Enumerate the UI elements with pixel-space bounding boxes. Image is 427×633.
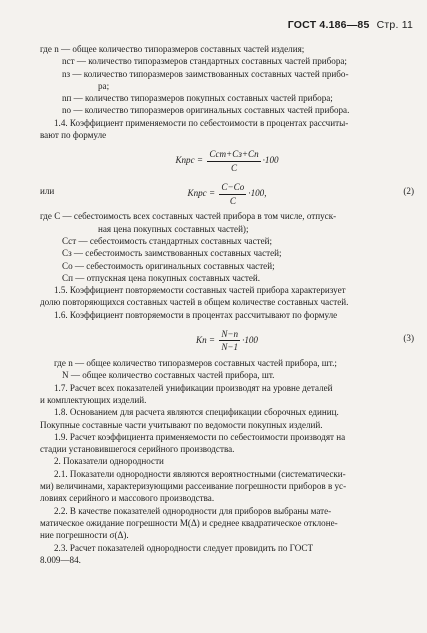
formula-lhs: Kпрс = bbox=[175, 155, 204, 166]
text-line: 1.6. Коэффициент повторяемости в процентах рассчитывают по формуле bbox=[54, 309, 338, 320]
text-line: ра; bbox=[98, 80, 110, 91]
text-line: 1.9. Расчет коэффициента применяемости по себестоимости производят на bbox=[54, 431, 346, 442]
text-line: nз — количество типоразмеров заимствованных составных частей прибо- bbox=[62, 68, 349, 79]
text-line: 1.5. Коэффициент повторяемости составных частей прибора характеризует bbox=[54, 285, 346, 296]
equation-number: (2) bbox=[403, 186, 414, 197]
text-line: 8.009—84. bbox=[40, 554, 81, 565]
text-line: Сп — отпускная цена покупных составных частей. bbox=[62, 272, 261, 283]
text-line: где n — общее количество типоразмеров составных частей прибора, шт.; bbox=[54, 358, 337, 369]
text-line: или bbox=[40, 186, 55, 197]
section-heading: 2. Показатели однородности bbox=[54, 456, 164, 467]
text-line: 1.8. Основанием для расчета являются спецификации сборочных единиц. bbox=[54, 407, 339, 418]
text-line: ми) величинами, характеризующими рассеивание погрешности приборов в ус- bbox=[40, 481, 347, 492]
text-line: где n — общее количество типоразмеров составных частей изделия; bbox=[40, 44, 305, 54]
equation-number: (3) bbox=[403, 333, 414, 344]
formula-3 bbox=[40, 324, 414, 354]
text-line: ная цена покупных составных частей); bbox=[98, 223, 249, 234]
text-line: Сст — себестоимость стандартных составных частей; bbox=[62, 235, 273, 246]
text-line: ловиях серийного и массового производства. bbox=[40, 493, 215, 504]
text-line: 2.3. Расчет показателей однородности следует провидить по ГОСТ bbox=[54, 542, 313, 553]
text-line: где С — себестоимость всех составных частей прибора в том числе, отпуск- bbox=[40, 211, 337, 222]
formula-tail: ·100 bbox=[242, 334, 258, 345]
numerator: Сст+Сз+Сп bbox=[207, 148, 260, 161]
page-number: Стр. 11 bbox=[376, 19, 413, 31]
text-line: Со — себестоимость оригинальных составных частей; bbox=[62, 260, 275, 271]
formula-tail: ·100 bbox=[262, 155, 279, 166]
formula-lhs: Kпрс = bbox=[187, 188, 216, 199]
text-line: 1.4. Коэффициент применяемости по себестоимости в процентах рассчиты- bbox=[54, 117, 349, 128]
text-line: матическое ожидание погрешности М(Δ) и среднее квадратическое отклоне- bbox=[40, 517, 338, 528]
denominator: С bbox=[229, 195, 236, 206]
document-body bbox=[40, 43, 414, 566]
denominator: N−1 bbox=[221, 342, 239, 353]
text-line: 1.7. Расчет всех показателей унификации производят на уровне деталей bbox=[54, 382, 333, 393]
text-line: вают по формуле bbox=[40, 130, 107, 141]
text-line: Сз — себестоимость заимствованных составных частей; bbox=[62, 248, 282, 259]
page-header bbox=[288, 19, 413, 31]
numerator: С−Со bbox=[219, 181, 246, 194]
fraction bbox=[207, 148, 260, 174]
text-line: 2.1. Показатели однородности являются вероятностными (систематически- bbox=[54, 468, 346, 479]
text-line: и комплектующих изделий. bbox=[40, 394, 147, 405]
text-line: ние погрешности σ(Δ). bbox=[40, 530, 129, 541]
fraction bbox=[219, 181, 246, 207]
text-line: долю повторяющихся составных частей в общем количестве составных частей. bbox=[40, 297, 349, 308]
text-line: 2.2. В качестве показателей однородности для приборов выбраны мате- bbox=[54, 505, 332, 516]
text-line: nо — количество типоразмеров оригинальных составных частей прибора. bbox=[62, 105, 350, 116]
formula-1 bbox=[40, 144, 414, 174]
text-line: Покупные составные части учитывают по ведомости покупных изделий. bbox=[40, 419, 323, 430]
text-line: nст — количество типоразмеров стандартных составных частей прибора; bbox=[62, 56, 347, 67]
text-line: nп — количество типоразмеров покупных составных частей прибора; bbox=[62, 93, 333, 104]
formula-lhs: Kп = bbox=[196, 334, 216, 345]
standard-number: ГОСТ 4.186—85 bbox=[287, 19, 370, 31]
formula-2 bbox=[40, 177, 414, 207]
formula-tail: ·100, bbox=[248, 188, 267, 199]
fraction bbox=[219, 328, 240, 354]
numerator: N−n bbox=[219, 328, 240, 341]
denominator: С bbox=[230, 162, 238, 173]
text-line: стадии установившегося серийного производства. bbox=[40, 444, 235, 455]
text-line: N — общее количество составных частей прибора, шт. bbox=[62, 370, 275, 381]
